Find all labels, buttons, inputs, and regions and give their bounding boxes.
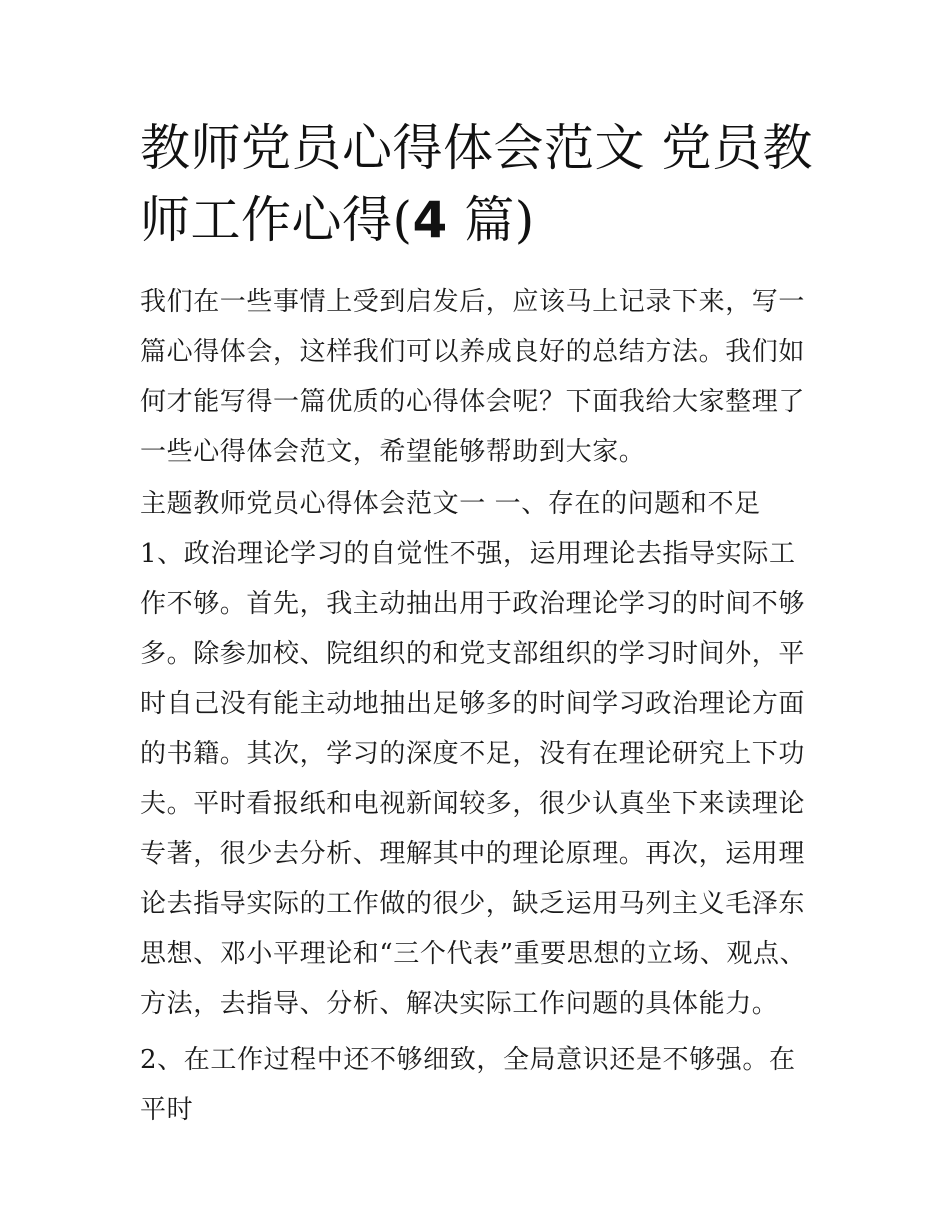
- document-title: [140, 112, 820, 256]
- section-heading: 主题教师党员心得体会范文一 一、存在的问题和不足: [140, 489, 761, 519]
- body-paragraph-point-1: 1、政治理论学习的自觉性不强，运用理论去指导实际工作不够。首先，我主动抽出用于政治理论学习的时间不够多。除参加校、院组织的和党支部组织的学习时间外，平时自己没有能主动地抽出足够多的时间学习政治理论方面的书籍。其次，学习的深度不足，没有在理论研究上下功夫。平时看报纸和电视新闻较多，很少认真坐下来读理论专著，很少去分析、理解其中的理论原理。再次，运用理论去指导实际的工作做的很少，缺乏运用马列主义毛泽东思想、邓小平理论和“三个代表”重要思想的立场、观点、方法，去指导、分析、解决实际工作问题的具体能力。: [140, 539, 807, 1019]
- title-main-text: 教师党员心得体会范文 党员教师工作心得(: [140, 119, 813, 249]
- title-end-text: 篇): [447, 191, 535, 249]
- body-paragraph-point-2: 2、在工作过程中还不够细致，全局意识还是不够强。在平时: [140, 1045, 796, 1125]
- intro-paragraph: 我们在一些事情上受到启发后，应该马上记录下来，写一篇心得体会，这样我们可以养成良好的总结方法。我们如何才能写得一篇优质的心得体会呢？下面我给大家整理了一些心得体会范文，希望能够帮助到大家。: [140, 287, 806, 467]
- title-count-number: 4: [412, 191, 448, 249]
